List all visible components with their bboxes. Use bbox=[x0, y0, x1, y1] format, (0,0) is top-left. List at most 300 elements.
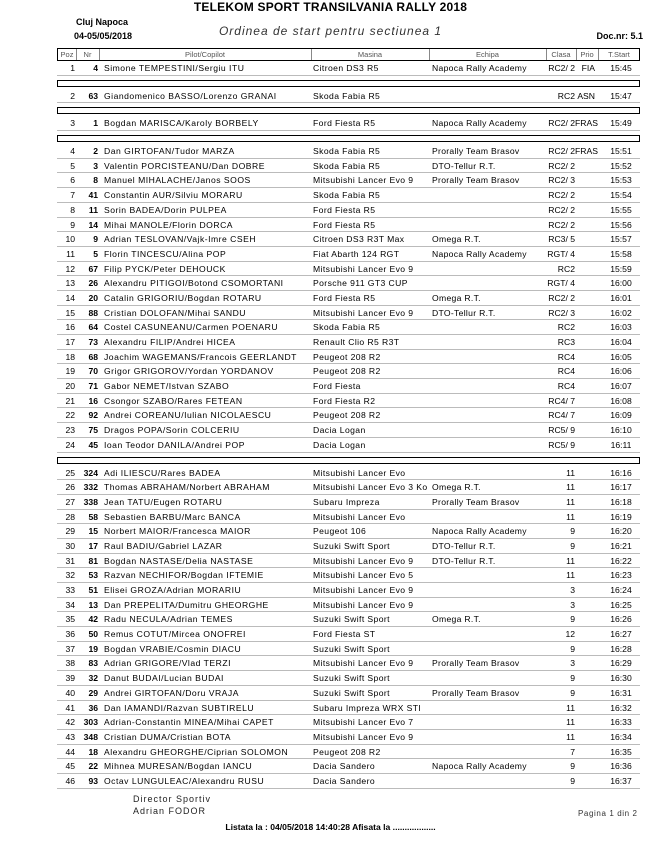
row-number: 19 bbox=[88, 643, 98, 654]
row-number: 4 bbox=[93, 63, 98, 73]
row-number: 14 bbox=[88, 219, 98, 230]
row-car: Dacia Sandero bbox=[313, 775, 376, 786]
col-masina: Masina bbox=[357, 50, 383, 59]
director-name: Adrian FODOR bbox=[133, 806, 207, 816]
row-car: Peugeot 208 R2 bbox=[313, 410, 381, 421]
row-number: 45 bbox=[88, 439, 98, 450]
row-car: Suzuki Swift Sport bbox=[313, 643, 390, 654]
row-number: 20 bbox=[88, 292, 98, 303]
row-start-time: 15:47 bbox=[610, 90, 632, 101]
row-class: 11 bbox=[566, 555, 575, 566]
row-pilot: Raul BADIU/Gabriel LAZAR bbox=[104, 540, 223, 551]
row-class: RC3/ 5 bbox=[548, 234, 575, 245]
row-car: Subaru Impreza WRX STI bbox=[313, 702, 422, 713]
row-class: RC4/ 7 bbox=[548, 410, 575, 421]
row-class: RC4 bbox=[557, 381, 575, 392]
row-number: 73 bbox=[88, 337, 98, 347]
table-row bbox=[57, 701, 640, 716]
row-position: 9 bbox=[70, 219, 75, 230]
start-order-table bbox=[57, 48, 640, 789]
table-row bbox=[57, 203, 640, 218]
document-number: Doc.nr: 5.1 bbox=[596, 31, 643, 41]
row-start-time: 15:51 bbox=[610, 146, 632, 157]
row-start-time: 16:04 bbox=[610, 337, 632, 347]
row-team: Napoca Rally Academy bbox=[432, 118, 527, 129]
row-car: Skoda Fabia R5 bbox=[313, 146, 381, 157]
row-pilot: Adi ILIESCU/Rares BADEA bbox=[104, 467, 221, 478]
table-row bbox=[57, 276, 640, 291]
row-class: 9 bbox=[570, 673, 575, 684]
table-row bbox=[57, 495, 640, 510]
row-start-time: 15:55 bbox=[610, 204, 632, 215]
row-car: Mitsubishi Lancer Evo 9 bbox=[313, 585, 414, 595]
row-position: 20 bbox=[65, 381, 75, 392]
row-number: 50 bbox=[88, 629, 98, 640]
row-position: 23 bbox=[65, 425, 75, 436]
row-position: 44 bbox=[65, 746, 75, 757]
row-class: 3 bbox=[570, 658, 575, 669]
row-class: 9 bbox=[570, 526, 575, 537]
group-separator bbox=[57, 135, 640, 142]
row-position: 10 bbox=[65, 234, 75, 245]
row-priority: ASN bbox=[577, 90, 595, 101]
row-class: 12 bbox=[565, 629, 575, 640]
row-team: Omega R.T. bbox=[432, 482, 481, 493]
row-position: 1 bbox=[70, 63, 75, 73]
row-number: 22 bbox=[88, 761, 98, 772]
row-class: RC2 bbox=[557, 90, 575, 101]
row-pilot: Adrian GRIGORE/Vlad TERZI bbox=[104, 658, 231, 669]
row-number: 15 bbox=[88, 526, 98, 537]
row-number: 2 bbox=[93, 146, 98, 157]
listed-timestamp: Listata la : 04/05/2018 14:40:28 Afisata la .................. bbox=[225, 822, 436, 832]
row-number: 36 bbox=[88, 702, 98, 713]
row-number: 63 bbox=[88, 90, 98, 101]
row-start-time: 16:16 bbox=[610, 467, 632, 478]
row-start-time: 16:18 bbox=[610, 496, 632, 507]
row-class: RC2/ 3 bbox=[548, 175, 575, 186]
row-car: Skoda Fabia R5 bbox=[313, 90, 381, 101]
row-car: Suzuki Swift Sport bbox=[313, 540, 390, 551]
row-position: 24 bbox=[65, 439, 75, 450]
row-position: 29 bbox=[65, 526, 75, 537]
row-class: 11 bbox=[566, 570, 575, 581]
table-row bbox=[57, 598, 640, 613]
row-position: 5 bbox=[70, 160, 75, 171]
row-pilot: Constantin AUR/Silviu MORARU bbox=[104, 190, 243, 201]
row-position: 25 bbox=[65, 467, 75, 478]
row-car: Dacia Logan bbox=[313, 425, 366, 436]
row-pilot: Elisei GROZA/Adrian MORARIU bbox=[104, 585, 242, 595]
table-row bbox=[57, 554, 640, 569]
group-separator bbox=[57, 457, 640, 464]
row-class: RC2/ 2 bbox=[548, 160, 575, 171]
row-number: 75 bbox=[88, 425, 98, 436]
row-position: 3 bbox=[70, 118, 75, 129]
row-car: Mitsubishi Lancer Evo 7 bbox=[313, 717, 414, 728]
row-start-time: 16:34 bbox=[610, 731, 632, 742]
row-car: Porsche 911 GT3 CUP bbox=[313, 278, 408, 289]
col-tstart: T.Start bbox=[608, 50, 630, 59]
row-position: 37 bbox=[65, 643, 75, 654]
row-team: Prorally Team Brasov bbox=[432, 687, 520, 698]
row-car: Ford Fiesta R5 bbox=[313, 219, 376, 230]
row-class: 11 bbox=[566, 467, 575, 478]
row-team: Napoca Rally Academy bbox=[432, 248, 527, 259]
row-start-time: 16:03 bbox=[610, 322, 632, 333]
row-class: RC2/ 3 bbox=[548, 307, 575, 318]
table-row bbox=[57, 539, 640, 554]
row-car: Dacia Logan bbox=[313, 439, 366, 450]
document-subtitle: Ordinea de start pentru sectiunea 1 bbox=[218, 24, 443, 38]
row-number: 303 bbox=[83, 717, 98, 728]
row-start-time: 15:49 bbox=[610, 118, 632, 129]
table-row bbox=[57, 423, 640, 438]
row-pilot: Dan GIRTOFAN/Tudor MARZA bbox=[104, 146, 235, 157]
table-row bbox=[57, 335, 640, 350]
table-row bbox=[57, 759, 640, 774]
table-row bbox=[57, 116, 640, 131]
row-start-time: 16:19 bbox=[610, 511, 632, 522]
row-class: RC2/ 2 bbox=[548, 118, 575, 129]
table-row bbox=[57, 510, 640, 525]
row-car: Mitsubishi Lancer Evo bbox=[313, 467, 406, 478]
col-pilot: Pilot/Copilot bbox=[184, 50, 226, 59]
row-number: 13 bbox=[88, 599, 98, 610]
row-class: RGT/ 4 bbox=[547, 278, 575, 289]
event-dates: 04-05/05/2018 bbox=[74, 31, 133, 41]
row-number: 53 bbox=[88, 570, 98, 581]
row-class: 3 bbox=[570, 599, 575, 610]
row-position: 41 bbox=[65, 702, 75, 713]
row-number: 92 bbox=[88, 410, 98, 421]
row-position: 14 bbox=[65, 292, 75, 303]
document-title: TELEKOM SPORT TRANSILVANIA RALLY 2018 bbox=[193, 0, 468, 14]
row-car: Citroen DS3 R3T Max bbox=[313, 234, 405, 245]
table-row bbox=[57, 350, 640, 365]
row-number: 42 bbox=[88, 614, 98, 625]
row-number: 26 bbox=[88, 278, 98, 289]
row-pilot: Andrei COREANU/Iulian NICOLAESCU bbox=[104, 410, 272, 421]
row-number: 29 bbox=[88, 687, 98, 698]
table-row bbox=[57, 642, 640, 657]
row-number: 51 bbox=[88, 585, 98, 595]
table-row bbox=[57, 612, 640, 627]
row-class: 7 bbox=[570, 746, 575, 757]
row-pilot: Filip PYCK/Peter DEHOUCK bbox=[104, 263, 226, 274]
row-car: Subaru Impreza bbox=[313, 496, 380, 507]
row-number: 64 bbox=[88, 322, 98, 333]
row-position: 43 bbox=[65, 731, 75, 742]
row-team: Napoca Rally Academy bbox=[432, 761, 527, 772]
row-class: RC2/ 2 bbox=[548, 219, 575, 230]
row-number: 71 bbox=[88, 381, 98, 392]
row-position: 21 bbox=[65, 395, 75, 406]
row-number: 11 bbox=[88, 204, 98, 215]
table-row bbox=[57, 364, 640, 379]
row-position: 35 bbox=[65, 614, 75, 625]
row-number: 348 bbox=[83, 731, 98, 742]
row-priority: FIA bbox=[581, 63, 595, 73]
table-row bbox=[57, 730, 640, 745]
row-class: 11 bbox=[566, 702, 575, 713]
table-header bbox=[57, 48, 640, 61]
row-number: 83 bbox=[88, 658, 98, 669]
row-start-time: 15:56 bbox=[610, 219, 632, 230]
row-position: 18 bbox=[65, 351, 75, 362]
row-class: RC4 bbox=[557, 351, 575, 362]
row-position: 42 bbox=[65, 717, 75, 728]
row-start-time: 16:27 bbox=[610, 629, 632, 640]
table-row bbox=[57, 583, 640, 598]
table-row bbox=[57, 262, 640, 277]
row-number: 70 bbox=[88, 366, 98, 377]
row-position: 15 bbox=[65, 307, 75, 318]
table-row bbox=[57, 61, 640, 76]
row-team: DTO-Tellur R.T. bbox=[432, 540, 496, 551]
row-pilot: Joachim WAGEMANS/Francois GEERLANDT bbox=[104, 351, 297, 362]
row-class: RC2/ 2 bbox=[548, 63, 575, 73]
row-start-time: 16:37 bbox=[610, 775, 632, 786]
row-class: RC2/ 2 bbox=[548, 146, 575, 157]
row-team: Prorally Team Brasov bbox=[432, 658, 520, 669]
row-pilot: Sebastien BARBU/Marc BANCA bbox=[104, 511, 241, 522]
table-row bbox=[57, 173, 640, 188]
row-number: 93 bbox=[88, 775, 98, 786]
row-start-time: 15:58 bbox=[610, 248, 632, 259]
row-pilot: Manuel MIHALACHE/Janos SOOS bbox=[104, 175, 251, 186]
row-position: 36 bbox=[65, 629, 75, 640]
row-position: 46 bbox=[65, 775, 75, 786]
row-team: DTO-Tellur R.T. bbox=[432, 307, 496, 318]
table-row bbox=[57, 627, 640, 642]
row-start-time: 16:01 bbox=[610, 292, 632, 303]
row-number: 58 bbox=[88, 511, 98, 522]
table-row bbox=[57, 379, 640, 394]
row-pilot: Alexandru PITIGOI/Botond CSOMORTANI bbox=[104, 278, 284, 289]
row-car: Mitsubishi Lancer Evo 9 bbox=[313, 263, 414, 274]
row-car: Ford Fiesta R5 bbox=[313, 292, 376, 303]
row-start-time: 16:30 bbox=[610, 673, 632, 684]
row-start-time: 16:22 bbox=[610, 555, 632, 566]
row-class: 3 bbox=[570, 585, 575, 595]
row-number: 9 bbox=[93, 234, 98, 245]
table-row bbox=[57, 159, 640, 174]
row-class: RC2/ 2 bbox=[548, 292, 575, 303]
table-row bbox=[57, 218, 640, 233]
row-pilot: Grigor GRIGOROV/Yordan YORDANOV bbox=[104, 366, 274, 377]
row-position: 2 bbox=[70, 90, 75, 101]
row-pilot: Ioan Teodor DANILA/Andrei POP bbox=[104, 439, 245, 450]
row-start-time: 15:57 bbox=[610, 234, 632, 245]
row-number: 8 bbox=[93, 175, 98, 186]
row-class: RC2/ 2 bbox=[548, 190, 575, 201]
row-number: 41 bbox=[88, 190, 98, 201]
row-car: Mitsubishi Lancer Evo bbox=[313, 511, 406, 522]
table-row bbox=[57, 232, 640, 247]
row-car: Peugeot 106 bbox=[313, 526, 367, 537]
row-pilot: Mihai MANOLE/Florin DORCA bbox=[104, 219, 234, 230]
row-car: Mitsubishi Lancer Evo 9 bbox=[313, 307, 414, 318]
row-pilot: Alexandru FILIP/Andrei HICEA bbox=[104, 337, 236, 347]
table-row bbox=[57, 144, 640, 159]
table-row bbox=[57, 524, 640, 539]
row-pilot: Catalin GRIGORIU/Bogdan ROTARU bbox=[104, 292, 262, 303]
table-row bbox=[57, 394, 640, 409]
row-car: Peugeot 208 R2 bbox=[313, 366, 381, 377]
event-city: Cluj Napoca bbox=[76, 17, 129, 27]
row-team: Omega R.T. bbox=[432, 292, 481, 303]
row-team: Prorally Team Brasov bbox=[432, 496, 520, 507]
row-position: 12 bbox=[65, 263, 75, 274]
row-class: 9 bbox=[570, 540, 575, 551]
row-position: 11 bbox=[66, 248, 75, 259]
row-class: 11 bbox=[566, 731, 575, 742]
table-row bbox=[57, 466, 640, 481]
table-row bbox=[57, 774, 640, 789]
row-class: RC2 bbox=[557, 322, 575, 333]
row-number: 81 bbox=[88, 555, 98, 566]
row-car: Mitsubishi Lancer Evo 9 bbox=[313, 599, 414, 610]
row-car: Suzuki Swift Sport bbox=[313, 687, 390, 698]
row-pilot: Costel CASUNEANU/Carmen POENARU bbox=[104, 322, 279, 333]
row-team: Prorally Team Brasov bbox=[432, 146, 520, 157]
row-number: 5 bbox=[93, 248, 98, 259]
row-pilot: Bogdan MARISCA/Karoly BORBELY bbox=[104, 118, 259, 129]
table-row bbox=[57, 320, 640, 335]
row-start-time: 16:06 bbox=[610, 366, 632, 377]
row-pilot: Cristian DUMA/Cristian BOTA bbox=[104, 731, 231, 742]
row-class: RC4/ 7 bbox=[548, 395, 575, 406]
row-number: 3 bbox=[93, 160, 98, 171]
row-position: 6 bbox=[70, 175, 75, 186]
row-position: 30 bbox=[65, 540, 75, 551]
row-position: 17 bbox=[65, 337, 75, 347]
page-number: Pagina 1 din 2 bbox=[578, 809, 638, 818]
row-class: RC2/ 2 bbox=[548, 204, 575, 215]
row-start-time: 15:52 bbox=[610, 160, 632, 171]
group-separator bbox=[57, 107, 640, 114]
row-class: RC4 bbox=[557, 366, 575, 377]
col-prio: Prio bbox=[580, 50, 594, 59]
row-start-time: 16:32 bbox=[610, 702, 632, 713]
row-car: Ford Fiesta R5 bbox=[313, 118, 376, 129]
table-row bbox=[57, 408, 640, 423]
row-start-time: 16:24 bbox=[610, 585, 632, 595]
table-row bbox=[57, 715, 640, 730]
row-start-time: 16:10 bbox=[610, 425, 632, 436]
row-start-time: 16:26 bbox=[610, 614, 632, 625]
row-class: 9 bbox=[570, 775, 575, 786]
table-row bbox=[57, 656, 640, 671]
table-body bbox=[57, 61, 640, 789]
row-pilot: Andrei GIRTOFAN/Doru VRAJA bbox=[104, 687, 239, 698]
row-pilot: Bogdan NASTASE/Delia NASTASE bbox=[104, 555, 254, 566]
row-pilot: Jean TATU/Eugen ROTARU bbox=[104, 496, 223, 507]
row-team: Prorally Team Brasov bbox=[432, 175, 520, 186]
row-position: 39 bbox=[65, 673, 75, 684]
table-row bbox=[57, 686, 640, 701]
row-pilot: Radu NECULA/Adrian TEMES bbox=[104, 614, 233, 625]
row-number: 332 bbox=[83, 482, 98, 493]
row-team: Napoca Rally Academy bbox=[432, 526, 527, 537]
row-class: RGT/ 4 bbox=[547, 248, 575, 259]
row-position: 28 bbox=[65, 511, 75, 522]
table-row bbox=[57, 89, 640, 104]
table-row bbox=[57, 568, 640, 583]
row-car: Skoda Fabia R5 bbox=[313, 322, 381, 333]
row-class: 9 bbox=[570, 614, 575, 625]
row-car: Peugeot 208 R2 bbox=[313, 746, 381, 757]
row-start-time: 16:08 bbox=[610, 395, 632, 406]
row-pilot: Gabor NEMET/Istvan SZABO bbox=[104, 381, 230, 392]
row-pilot: Razvan NECHIFOR/Bogdan IFTEMIE bbox=[104, 570, 264, 581]
row-pilot: Octav LUNGULEAC/Alexandru RUSU bbox=[104, 775, 265, 786]
row-pilot: Adrian TESLOVAN/Vajk-Imre CSEH bbox=[104, 234, 257, 245]
row-start-time: 16:09 bbox=[610, 410, 632, 421]
row-priority: FRAS bbox=[575, 146, 598, 157]
row-position: 27 bbox=[65, 496, 75, 507]
row-start-time: 16:31 bbox=[610, 687, 632, 698]
row-position: 7 bbox=[70, 190, 75, 201]
col-echipa: Echipa bbox=[476, 50, 499, 59]
row-car: Citroen DS3 R5 bbox=[313, 63, 379, 73]
row-number: 17 bbox=[88, 540, 98, 551]
row-priority: FRAS bbox=[575, 118, 598, 129]
row-car: Mitsubishi Lancer Evo 9 bbox=[313, 555, 414, 566]
row-team: DTO-Tellur R.T. bbox=[432, 160, 496, 171]
col-nr: Nr bbox=[83, 50, 92, 59]
row-start-time: 16:21 bbox=[610, 540, 632, 551]
row-pilot: Norbert MAIOR/Francesca MAIOR bbox=[104, 526, 251, 537]
row-car: Mitsubishi Lancer Evo 5 bbox=[313, 570, 414, 581]
row-car: Peugeot 208 R2 bbox=[313, 351, 381, 362]
col-clasa: Clasa bbox=[551, 50, 571, 59]
row-number: 67 bbox=[88, 263, 98, 274]
row-pilot: Bogdan VRABIE/Cosmin DIACU bbox=[104, 643, 242, 654]
row-team: Omega R.T. bbox=[432, 234, 481, 245]
row-start-time: 15:54 bbox=[610, 190, 632, 201]
row-car: Ford Fiesta R2 bbox=[313, 395, 376, 406]
row-start-time: 16:25 bbox=[610, 599, 632, 610]
row-position: 32 bbox=[65, 570, 75, 581]
table-row bbox=[57, 188, 640, 203]
row-pilot: Dragos POPA/Sorin COLCERIU bbox=[104, 425, 240, 436]
row-team: DTO-Tellur R.T. bbox=[432, 555, 496, 566]
row-car: Skoda Fabia R5 bbox=[313, 190, 381, 201]
row-position: 4 bbox=[70, 146, 75, 157]
row-start-time: 16:02 bbox=[610, 307, 632, 318]
row-car: Renault Clio R5 R3T bbox=[313, 337, 400, 347]
row-pilot: Simone TEMPESTINI/Sergiu ITU bbox=[104, 63, 245, 73]
row-number: 1 bbox=[93, 118, 98, 129]
row-number: 88 bbox=[88, 307, 98, 318]
row-start-time: 15:45 bbox=[610, 63, 632, 73]
row-start-time: 16:07 bbox=[610, 381, 632, 392]
row-start-time: 15:59 bbox=[610, 263, 632, 274]
row-pilot: Dan PREPELITA/Dumitru GHEORGHE bbox=[104, 599, 269, 610]
row-pilot: Dan IAMANDI/Razvan SUBTIRELU bbox=[104, 702, 255, 713]
row-class: RC3 bbox=[557, 337, 575, 347]
table-row bbox=[57, 745, 640, 760]
row-class: RC5/ 9 bbox=[548, 425, 575, 436]
row-pilot: Mihnea MURESAN/Bogdan IANCU bbox=[104, 761, 253, 772]
row-car: Mitsubishi Lancer Evo 9 bbox=[313, 658, 414, 669]
table-row bbox=[57, 671, 640, 686]
row-class: 11 bbox=[566, 482, 575, 493]
row-class: 9 bbox=[570, 643, 575, 654]
row-position: 38 bbox=[65, 658, 75, 669]
